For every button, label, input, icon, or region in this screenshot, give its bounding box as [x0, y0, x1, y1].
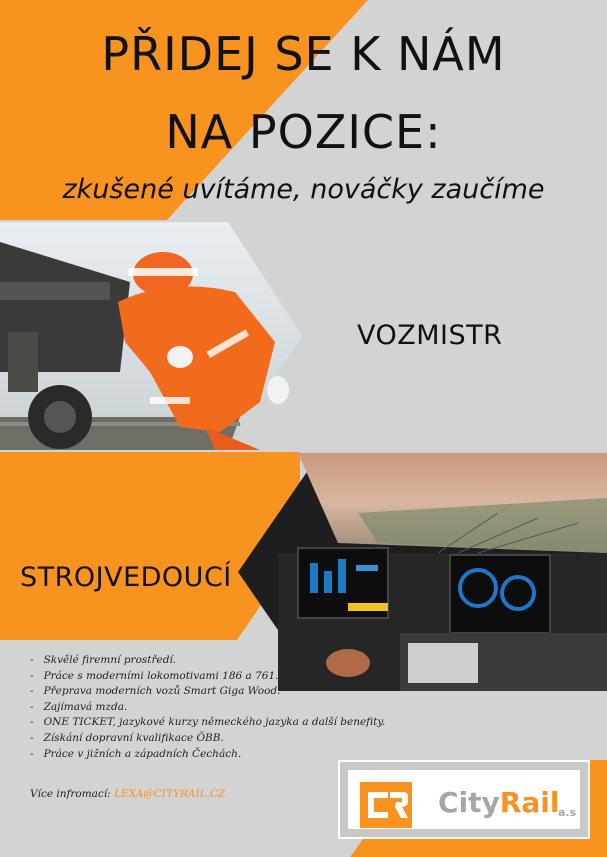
- list-item: - Získání dopravní kvalifikace ÖBB.: [30, 731, 385, 747]
- list-item: - Skvělé firemní prostředí.: [30, 653, 385, 669]
- benefits-list: [30, 653, 385, 762]
- list-item: - Zajímavá mzda.: [30, 700, 385, 716]
- list-item: - Přeprava moderních vozů Smart Giga Wood.: [30, 684, 385, 700]
- logo-inner: [348, 770, 580, 829]
- position-title-strojvedouci: STROJVEDOUCÍ: [20, 562, 232, 593]
- position-title-vozmistr: VOZMISTR: [357, 320, 503, 351]
- headline-line-1: PŘIDEJ SE K NÁM: [101, 27, 506, 81]
- logo-rail-text: Rail: [499, 786, 560, 819]
- list-item: - ONE TICKET, jazykové kurzy německého jazyka a další benefity.: [30, 715, 385, 731]
- logo-suffix: a.s: [558, 806, 577, 819]
- contact-info: [30, 788, 225, 800]
- headline-subtitle: zkušené uvítáme, nováčky zaučíme: [62, 174, 545, 205]
- cityrail-logo: [338, 760, 590, 839]
- logo-wordmark: [438, 786, 559, 819]
- headline-line-2: NA POZICE:: [165, 105, 442, 159]
- list-item: - Práce s moderními lokomotivami 186 a 761.: [30, 669, 385, 685]
- railway-worker-photo: [0, 222, 302, 450]
- logo-city-text: City: [438, 786, 500, 819]
- cityrail-logo-icon: [360, 782, 412, 828]
- list-item: - Práce v jižních a západních Čechách.: [30, 747, 385, 763]
- contact-email-link[interactable]: LEXA@CITYRAIL.CZ: [114, 788, 226, 800]
- contact-label: Více infromací:: [30, 788, 111, 800]
